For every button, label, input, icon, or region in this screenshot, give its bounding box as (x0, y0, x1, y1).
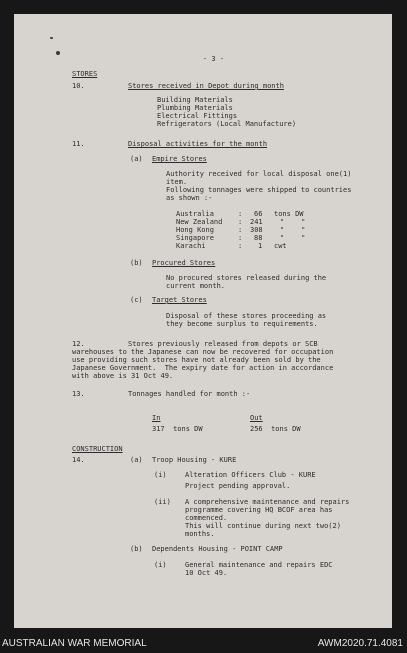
item-12-line: Stores previously released from depots or SCB (128, 340, 318, 348)
separator-cell: : (238, 234, 243, 242)
item-11-title: Disposal activities for the month (128, 140, 268, 148)
item-12-line: warehouses to the Japanese can now be recovered for occupation (72, 348, 334, 356)
country-cell: Karachi (176, 242, 206, 250)
item-11c-title: Target Stores (152, 296, 207, 304)
tonnage-in-value: 317 tons DW (152, 425, 203, 433)
item-10-title: Stores received in Depot during month (128, 82, 284, 90)
item-11b-title: Procured Stores (152, 259, 216, 267)
item-11b-line: current month. (166, 282, 226, 290)
item-14a-i-line: Project pending approval. (185, 482, 291, 490)
item-14b-i-line: 10 Oct 49. (185, 569, 228, 577)
item-10-number: 10. (72, 82, 85, 90)
item-14a-label: (a) (130, 456, 143, 464)
item-11a-title: Empire Stores (152, 155, 207, 163)
tonnage-out-label: Out (250, 414, 263, 422)
country-cell: Singapore (176, 234, 214, 242)
country-cell: Australia (176, 210, 214, 218)
separator-cell: : (238, 218, 243, 226)
item-14a-ii-line: months. (185, 530, 215, 538)
quantity-cell: 308 (250, 226, 263, 234)
punch-mark (56, 51, 60, 55)
item-13-number: 13. (72, 390, 85, 398)
item-11c-line: they become surplus to requirements. (166, 320, 318, 328)
tonnage-in-label: In (152, 414, 161, 422)
item-11c-label: (c) (130, 296, 143, 304)
item-12-line: use providing such stores have not already been sold by the (72, 356, 321, 364)
item-14a-ii-line: A comprehensive maintenance and repairs (185, 498, 350, 506)
item-11a-line: Authority received for local disposal one(1) (166, 170, 352, 178)
item-10-line: Refrigerators (Local Manufacture) (157, 120, 297, 128)
quantity-cell: 1 (258, 242, 263, 250)
item-12-line: Japanese Government. The expiry date for action in accordance (72, 364, 334, 372)
separator-cell: : (238, 210, 243, 218)
unit-cell: " " (280, 234, 306, 242)
item-12-line: with above is 31 Oct 49. (72, 372, 174, 380)
item-13-title: Tonnages handled for month :- (128, 390, 251, 398)
item-11a-line: as shown :- (166, 194, 213, 202)
country-cell: New Zealand (176, 218, 223, 226)
item-14b-i-line: General maintenance and repairs EDC (185, 561, 333, 569)
item-11c-line: Disposal of these stores proceeding as (166, 312, 327, 320)
item-14a-i-line: Alteration Officers Club - KURE (185, 471, 316, 479)
item-11a-label: (a) (130, 155, 143, 163)
item-14a-ii-line: This will continue during next two(2) (185, 522, 341, 530)
item-12-number: 12. (72, 340, 85, 348)
item-11b-label: (b) (130, 259, 143, 267)
item-14a-ii-line: commenced. (185, 514, 228, 522)
quantity-cell: 241 (250, 218, 263, 226)
item-10-line: Building Materials (157, 96, 233, 104)
separator-cell: : (238, 226, 243, 234)
unit-cell: tons DW (274, 210, 304, 218)
quantity-cell: 88 (254, 234, 263, 242)
quantity-cell: 66 (254, 210, 263, 218)
page-number: - 3 - (203, 55, 225, 63)
item-10-line: Plumbing Materials (157, 104, 233, 112)
tonnage-out-value: 256 tons DW (250, 425, 301, 433)
item-14a-ii-label: (ii) (154, 498, 171, 506)
unit-cell: " " (280, 218, 306, 226)
country-cell: Hong Kong (176, 226, 214, 234)
section-heading-stores: STORES (72, 70, 98, 78)
item-11a-line: item. (166, 178, 188, 186)
item-14a-i-label: (i) (154, 471, 167, 479)
footer-source: AUSTRALIAN WAR MEMORIAL (2, 638, 147, 649)
item-14b-title: Dependents Housing - POINT CAMP (152, 545, 283, 553)
section-heading-construction: CONSTRUCTION (72, 445, 123, 453)
item-11a-line: Following tonnages were shipped to countries (166, 186, 352, 194)
item-10-line: Electrical Fittings (157, 112, 238, 120)
unit-cell: cwt (274, 242, 287, 250)
punch-mark (50, 37, 53, 39)
footer-reference: AWM2020.71.4081 (317, 638, 403, 649)
item-14a-title: Troop Housing - KURE (152, 456, 237, 464)
item-14b-i-label: (i) (154, 561, 167, 569)
item-14a-ii-line: programme covering HQ BCOF area has (185, 506, 333, 514)
unit-cell: " " (280, 226, 306, 234)
item-11b-line: No procured stores released during the (166, 274, 327, 282)
item-14-number: 14. (72, 456, 85, 464)
separator-cell: : (238, 242, 243, 250)
item-14b-label: (b) (130, 545, 143, 553)
item-11-number: 11. (72, 140, 85, 148)
